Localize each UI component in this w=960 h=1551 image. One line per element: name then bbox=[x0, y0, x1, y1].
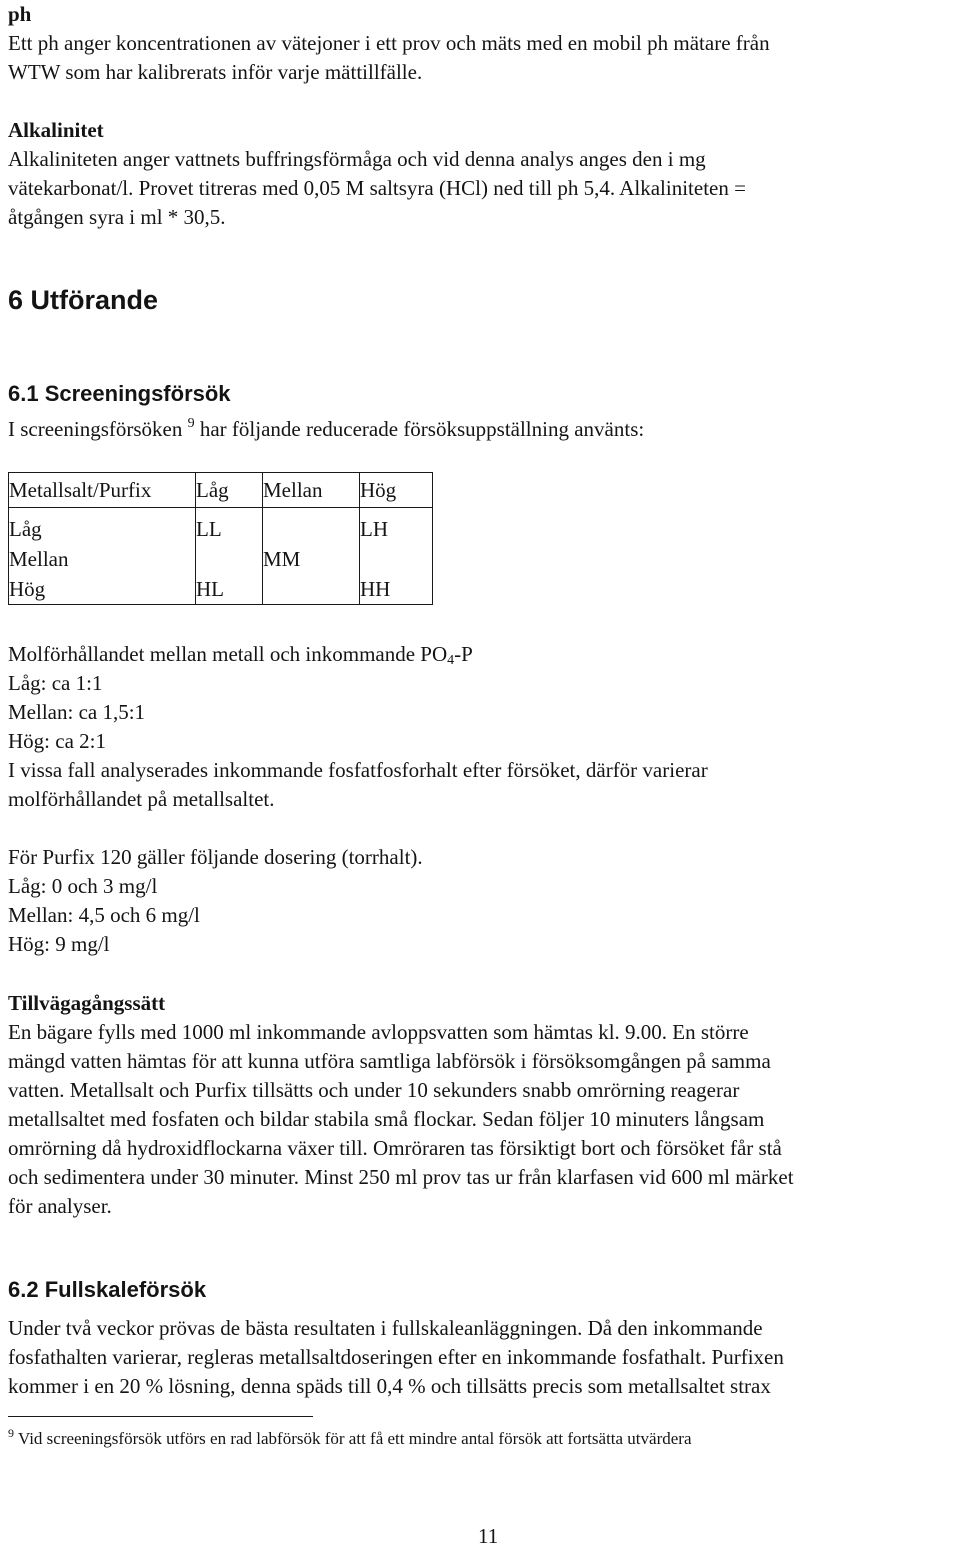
table-cell: MM bbox=[263, 544, 360, 574]
footnote bbox=[8, 1427, 692, 1451]
table-header-cell: Mellan bbox=[263, 473, 360, 508]
ph-text-line: WTW som har kalibrerats inför varje mättillfälle. bbox=[8, 60, 423, 84]
molar-text-line: Mellan: ca 1,5:1 bbox=[8, 700, 146, 724]
alkalinitet-heading: Alkalinitet bbox=[8, 118, 104, 142]
alkalinitet-text-line: vätekarbonat/l. Provet titreras med 0,05 M saltsyra (HCl) ned till ph 5,4. Alkaliniteten = bbox=[8, 176, 746, 200]
molar-text-line: Låg: ca 1:1 bbox=[8, 671, 103, 695]
table-cell: LH bbox=[360, 508, 433, 545]
table-header-cell: Låg bbox=[196, 473, 263, 508]
footnote-text: Vid screeningsförsök utförs en rad labförsök för att få ett mindre antal försök att fortsätta utvärdera bbox=[14, 1429, 692, 1448]
intro-text-after: har följande reducerade försöksuppställning använts: bbox=[194, 417, 645, 441]
table-header-cell: Metallsalt/Purfix bbox=[9, 473, 196, 508]
footnote-number: 9 bbox=[8, 1426, 14, 1440]
table-cell bbox=[360, 544, 433, 574]
purfix-text-line: För Purfix 120 gäller följande dosering (torrhalt). bbox=[8, 845, 423, 869]
table-row-label: Låg bbox=[9, 508, 196, 545]
molar-text-line: I vissa fall analyserades inkommande fosfatfosforhalt efter försöket, därför varierar bbox=[8, 758, 708, 782]
purfix-text-line: Mellan: 4,5 och 6 mg/l bbox=[8, 903, 200, 927]
table-header-row bbox=[9, 473, 433, 508]
procedure-text-line: vatten. Metallsalt och Purfix tillsätts och under 10 sekunders snabb omrörning reagerar bbox=[8, 1078, 740, 1102]
table-row-label: Hög bbox=[9, 574, 196, 605]
molar-ratio-line bbox=[8, 640, 473, 669]
intro-text-before: I screeningsförsöken bbox=[8, 417, 183, 441]
procedure-text-line: omrörning då hydroxidflockarna växer till. Omröraren tas försiktigt bort och försöket får stå bbox=[8, 1136, 782, 1160]
procedure-text-line: metallsaltet med fosfaten och bildar stabila små flockar. Sedan följer 10 minuters långsam bbox=[8, 1107, 765, 1131]
table-cell bbox=[196, 544, 263, 574]
table-row-label: Mellan bbox=[9, 544, 196, 574]
table-cell bbox=[263, 574, 360, 605]
footnote-separator bbox=[8, 1416, 313, 1417]
table-cell: LL bbox=[196, 508, 263, 545]
procedure-text-line: och sedimentera under 30 minuter. Minst 250 ml prov tas ur från klarfasen vid 600 ml märket bbox=[8, 1165, 794, 1189]
alkalinitet-text-line: Alkaliniteten anger vattnets buffringsförmåga och vid denna analys anges den i mg bbox=[8, 147, 706, 171]
table-cell bbox=[263, 508, 360, 545]
alkalinitet-text-line: åtgången syra i ml * 30,5. bbox=[8, 205, 226, 229]
section-6-1-intro bbox=[8, 415, 644, 444]
table-cell: HL bbox=[196, 574, 263, 605]
procedure-text-line: mängd vatten hämtas för att kunna utföra samtliga labförsök i försöksomgången på samma bbox=[8, 1049, 771, 1073]
ph-text-line: Ett ph anger koncentrationen av vätejoner i ett prov och mäts med en mobil ph mätare från bbox=[8, 31, 770, 55]
table-row bbox=[9, 508, 433, 545]
page-number: 11 bbox=[478, 1524, 499, 1548]
subscript: 4 bbox=[447, 653, 455, 668]
section-6-heading: 6 Utförande bbox=[8, 285, 159, 315]
procedure-text-line: för analyser. bbox=[8, 1194, 112, 1218]
ph-heading: ph bbox=[8, 2, 32, 26]
molar-text-after: -P bbox=[454, 642, 473, 666]
procedure-text-line: En bägare fylls med 1000 ml inkommande avloppsvatten som hämtas kl. 9.00. En större bbox=[8, 1020, 749, 1044]
section-6-2-text-line: fosfathalten varierar, regleras metallsaltdoseringen efter en inkommande fosfathalt. Purfixen bbox=[8, 1345, 784, 1369]
section-6-2-heading: 6.2 Fullskaleförsök bbox=[8, 1277, 207, 1302]
section-6-1-heading: 6.1 Screeningsförsök bbox=[8, 381, 231, 406]
table-row bbox=[9, 574, 433, 605]
procedure-heading: Tillvägagångssätt bbox=[8, 991, 166, 1015]
table-row bbox=[9, 544, 433, 574]
table-header-cell: Hög bbox=[360, 473, 433, 508]
footnote-reference: 9 bbox=[187, 416, 195, 431]
section-6-2-text-line: Under två veckor prövas de bästa resultaten i fullskaleanläggningen. Då den inkommande bbox=[8, 1316, 763, 1340]
molar-text-line: Hög: ca 2:1 bbox=[8, 729, 106, 753]
purfix-text-line: Låg: 0 och 3 mg/l bbox=[8, 874, 158, 898]
experiment-matrix-table bbox=[8, 472, 433, 605]
molar-text-before: Molförhållandet mellan metall och inkommande PO bbox=[8, 642, 448, 666]
molar-text-line: molförhållandet på metallsaltet. bbox=[8, 787, 275, 811]
table-cell: HH bbox=[360, 574, 433, 605]
purfix-text-line: Hög: 9 mg/l bbox=[8, 932, 110, 956]
section-6-2-text-line: kommer i en 20 % lösning, denna späds till 0,4 % och tillsätts precis som metallsaltet strax bbox=[8, 1374, 771, 1398]
